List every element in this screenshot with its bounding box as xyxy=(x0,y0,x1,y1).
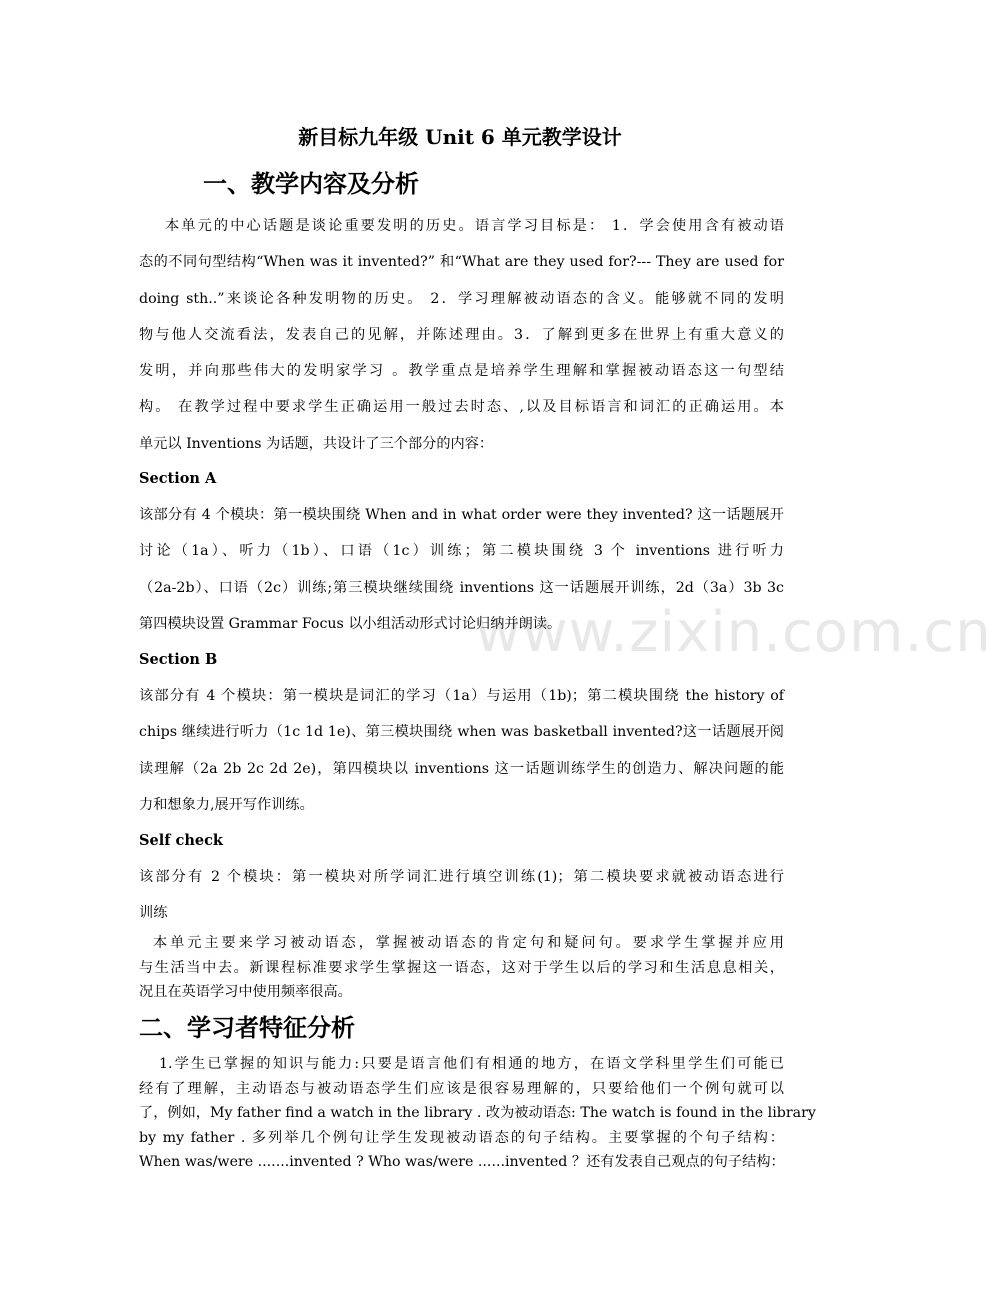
self-check-title: Self check xyxy=(139,832,223,849)
section-a-paragraph xyxy=(139,497,784,642)
section2-line: 经有了理解，主动语态与被动语态学生们应该是很容易理解的，只要给他们一个例句就可以 xyxy=(139,1080,784,1097)
intro-line: 构。 在教学过程中要求学生正确运用一般过去时态、,以及目标语言和词汇的正确运用。本 xyxy=(139,399,784,416)
summary-line: 本单元主要来学习被动语态，掌握被动语态的肯定句和疑问句。要求学生掌握并应用 xyxy=(153,935,784,951)
section2-line: When was/were .......invented ? Who was/were ......invented ？还有发表自己观点的句子结构： xyxy=(139,1154,785,1170)
section-a-line: 第四模块设置 Grammar Focus 以小组活动形式讨论归纳并朗读。 xyxy=(139,615,562,632)
section1-heading: 一、教学内容及分析 xyxy=(203,170,419,198)
section1-intro-paragraph xyxy=(139,208,784,462)
section-b-line: 该部分有 4 个模块：第一模块是词汇的学习（1a）与运用（1b)；第二模块围绕 the history of xyxy=(139,688,784,704)
section-a-line: 该部分有 4 个模块：第一模块围绕 When and in what order were they invented? 这一话题展开 xyxy=(139,507,784,523)
intro-line: 本单元的中心话题是谈论重要发明的历史。语言学习目标是： 1．学会使用含有被动语 xyxy=(165,218,784,234)
section2-line: 1.学生已掌握的知识与能力:只要是语言他们有相通的地方，在语文学科里学生们可能已 xyxy=(159,1056,784,1072)
intro-line: doing sth..”来谈论各种发明物的历史。 2．学习理解被动语态的含义。能够就不同的发明 xyxy=(139,290,784,307)
section-b-line: chips 继续进行听力（1c 1d 1e)、第三模块围绕 when was basketball invented?这一话题展开阅 xyxy=(139,724,784,741)
section2-line: 了，例如，My father find a watch in the library . 改为被动语态: The watch is found in the library xyxy=(139,1105,816,1121)
section2-line: by my father . 多列举几个例句让学生发现被动语态的句子结构。主要掌握的个句子结构： xyxy=(139,1129,784,1146)
section-a-line: （2a-2b）、口语（2c）训练;第三模块继续围绕 inventions 这一话题展开训练，2d（3a）3b 3c xyxy=(139,579,784,596)
document-title: 新目标九年级 Unit 6 单元教学设计 xyxy=(298,125,622,149)
section-a-title: Section A xyxy=(139,470,217,487)
section2-paragraph xyxy=(139,1052,816,1175)
section-a-line: 讨论（1a）、听力（1b）、口语（1c）训练；第二模块围绕 3 个 inventions 进行听力 xyxy=(139,543,784,560)
self-check-line: 训练 xyxy=(139,905,168,922)
section-b-line: 读理解（2a 2b 2c 2d 2e)，第四模块以 inventions 这一话题训练学生的创造力、解决问题的能 xyxy=(139,760,784,777)
self-check-line: 该部分有 2 个模块：第一模块对所学词汇进行填空训练(1)；第二模块要求就被动语态进行 xyxy=(139,869,784,885)
intro-line: 物与他人交流看法，发表自己的见解，并陈述理由。3．了解到更多在世界上有重大意义的 xyxy=(139,326,784,343)
summary-line: 况且在英语学习中使用频率很高。 xyxy=(139,984,352,1000)
summary-paragraph xyxy=(139,931,784,1005)
intro-line: 态的不同句型结构“When was it invented?” 和“What are they used for?--- They are used for xyxy=(139,254,784,271)
section-b-paragraph xyxy=(139,678,784,823)
section-b-title: Section B xyxy=(139,651,218,668)
intro-line: 单元以 Inventions 为话题，共设计了三个部分的内容： xyxy=(139,435,494,452)
section-b-line: 力和想象力,展开写作训练。 xyxy=(139,796,314,813)
watermark: www.zixin.com.cn xyxy=(475,600,992,665)
summary-line: 与生活当中去。新课程标准要求学生掌握这一语态，这对于学生以后的学习和生活息息相关， xyxy=(139,959,784,976)
section2-heading: 二、学习者特征分析 xyxy=(139,1014,355,1042)
self-check-paragraph xyxy=(139,859,784,932)
intro-line: 发明，并向那些伟大的发明家学习 。教学重点是培养学生理解和掌握被动语态这一句型结 xyxy=(139,363,784,380)
